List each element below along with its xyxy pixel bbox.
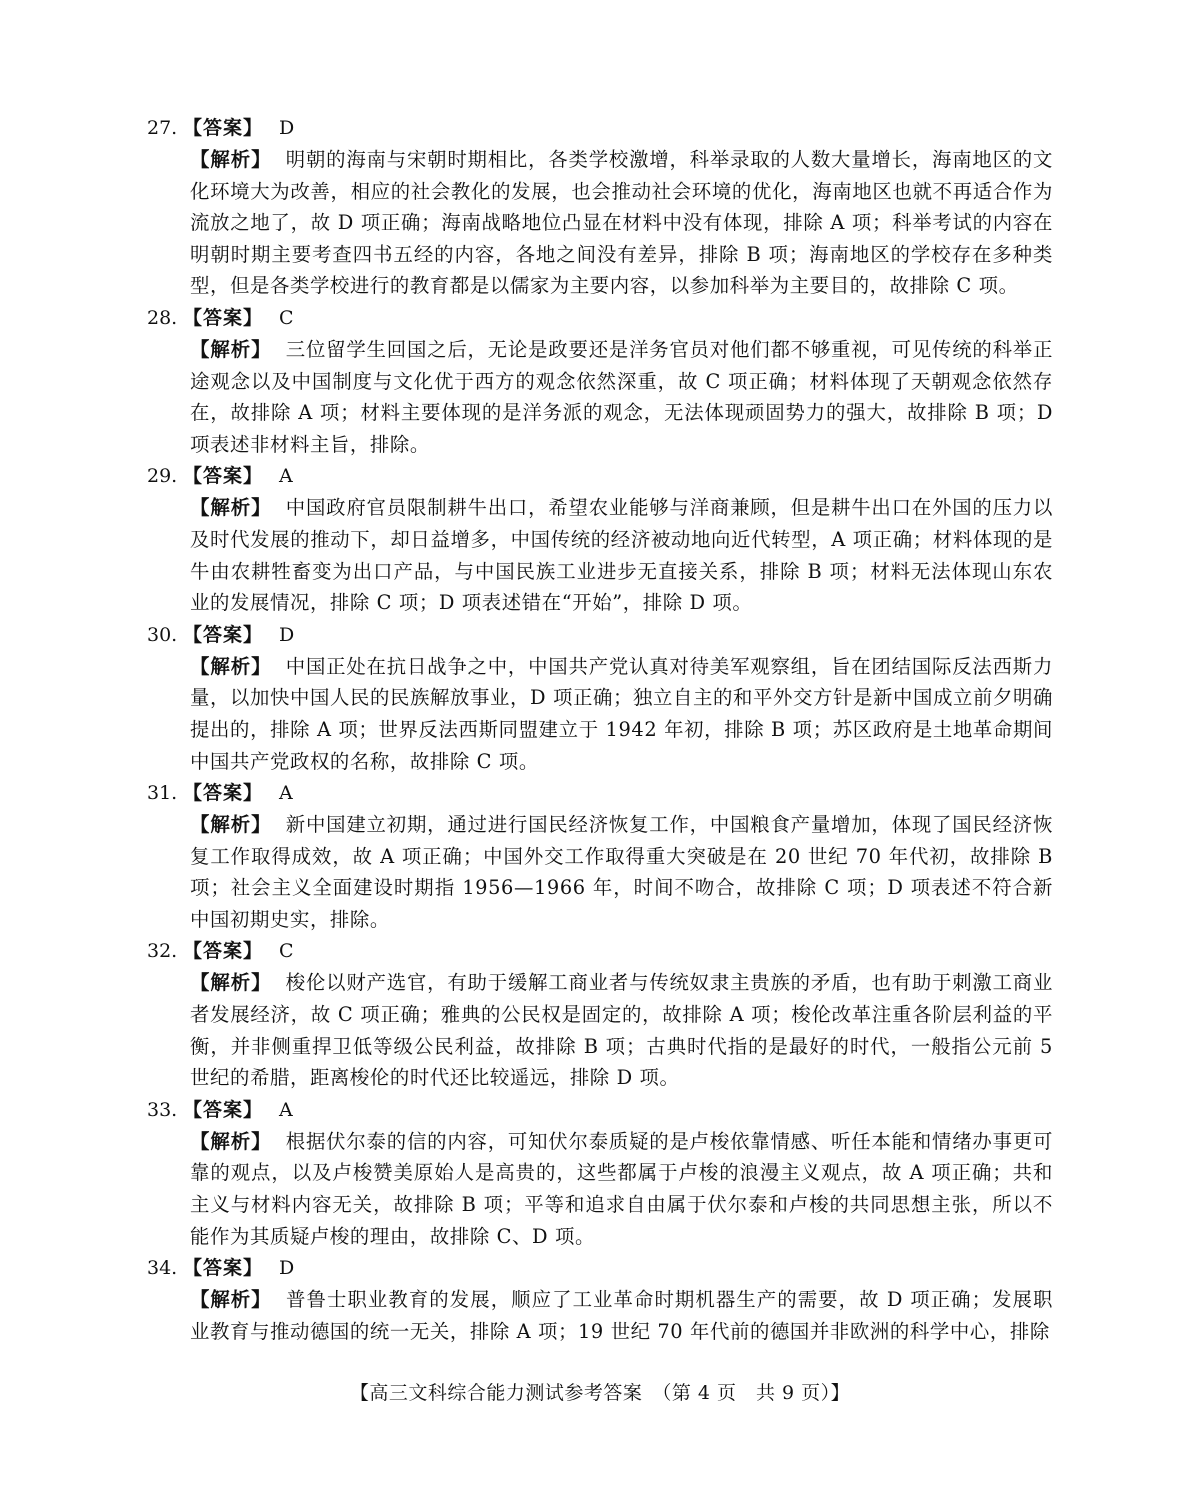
answer-line: [147, 935, 1053, 967]
answer-tag: 【答案】: [183, 306, 264, 329]
question-number: 31.: [147, 782, 178, 805]
analysis-tag: 【解析】: [190, 1288, 272, 1312]
question-28: [147, 302, 1053, 460]
answer-line: [147, 112, 1053, 144]
answer-line: [147, 1252, 1053, 1284]
analysis-paragraph: [190, 967, 1053, 1093]
answer-line: [147, 460, 1053, 492]
question-27: [147, 112, 1053, 302]
question-number: 30.: [147, 623, 178, 646]
answer-tag: 【答案】: [183, 940, 264, 963]
analysis-paragraph: [190, 651, 1053, 777]
analysis-paragraph: [190, 1284, 1053, 1347]
answer-value: A: [279, 465, 293, 488]
answer-value: C: [279, 940, 294, 963]
answer-line: [147, 302, 1053, 334]
analysis-text: 新中国建立初期，通过进行国民经济恢复工作，中国粮食产量增加，体现了国民经济恢复工作取得成效，故 A 项正确；中国外交工作取得重大突破是在 20 世纪 70 年代初，故排除 B 项；社会主义全面建设时期指 1956—1966 年，时间不吻合，故排除 C 项；D 项表述不符合新中国初期史实，排除。: [190, 813, 1053, 931]
analysis-text: 中国正处在抗日战争之中，中国共产党认真对待美军观察组，旨在团结国际反法西斯力量，以加快中国人民的民族解放事业，D 项正确；独立自主的和平外交方针是新中国成立前夕明确提出的，排除 A 项；世界反法西斯同盟建立于 1942 年初，排除 B 项；苏区政府是土地革命期间中国共产党政权的名称，故排除 C 项。: [190, 654, 1053, 773]
analysis-text: 中国政府官员限制耕牛出口，希望农业能够与洋商兼顾，但是耕牛出口在外国的压力以及时代发展的推动下，却日益增多，中国传统的经济被动地向近代转型，A 项正确；材料体现的是牛由农耕牲畜变为出口产品，与中国民族工业进步无直接关系，排除 B 项；材料无法体现山东农业的发展情况，排除 C 项；D 项表述错在“开始”，排除 D 项。: [190, 496, 1053, 615]
question-34: [147, 1252, 1053, 1347]
question-32: [147, 935, 1053, 1093]
answer-value: C: [279, 306, 294, 329]
analysis-text: 普鲁士职业教育的发展，顺应了工业革命时期机器生产的需要，故 D 项正确；发展职业教育与推动德国的统一无关，排除 A 项；19 世纪 70 年代前的德国并非欧洲的科学中心，排除: [190, 1288, 1053, 1343]
analysis-text: 明朝的海南与宋朝时期相比，各类学校激增，科举录取的人数大量增长，海南地区的文化环境大为改善，相应的社会教化的发展，也会推动社会环境的优化，海南地区也就不再适合作为流放之地了，故 D 项正确；海南战略地位凸显在材料中没有体现，排除 A 项；科举考试的内容在明朝时期主要考查四书五经的内容，各地之间没有差异，排除 B 项；海南地区的学校存在多种类型，但是各类学校进行的教育都是以儒家为主要内容，以参加科举为主要目的，故排除 C 项。: [190, 148, 1053, 298]
analysis-text: 三位留学生回国之后，无论是政要还是洋务官员对他们都不够重视，可见传统的科举正途观念以及中国制度与文化优于西方的观念依然深重，故 C 项正确；材料体现了天朝观念依然存在，故排除 A 项；材料主要体现的是洋务派的观念，无法体现顽固势力的强大，故排除 B 项；D 项表述非材料主旨，排除。: [190, 337, 1053, 456]
answer-line: [147, 619, 1053, 651]
answer-tag: 【答案】: [183, 1257, 264, 1280]
analysis-paragraph: [190, 334, 1053, 460]
question-29: [147, 460, 1053, 618]
answer-list: [147, 112, 1053, 1347]
answer-value: D: [279, 1257, 295, 1280]
answer-line: [147, 1094, 1053, 1126]
question-33: [147, 1094, 1053, 1252]
answer-value: A: [279, 782, 293, 805]
analysis-tag: 【解析】: [190, 971, 272, 995]
answer-tag: 【答案】: [183, 117, 264, 139]
analysis-tag: 【解析】: [190, 1129, 272, 1153]
answer-value: D: [279, 623, 295, 646]
analysis-tag: 【解析】: [190, 813, 272, 837]
answer-line: [147, 777, 1053, 809]
answer-tag: 【答案】: [183, 465, 264, 488]
analysis-text: 根据伏尔泰的信的内容，可知伏尔泰质疑的是卢梭依靠情感、听任本能和情绪办事更可靠的观点，以及卢梭赞美原始人是高贵的，这些都属于卢梭的浪漫主义观点，故 A 项正确；共和主义与材料内容无关，故排除 B 项；平等和追求自由属于伏尔泰和卢梭的共同思想主张，所以不能作为其质疑卢梭的理由，故排除 C、D 项。: [190, 1129, 1053, 1248]
answer-tag: 【答案】: [183, 1098, 264, 1121]
analysis-paragraph: [190, 809, 1053, 935]
analysis-paragraph: [190, 144, 1053, 302]
question-number: 28.: [147, 306, 178, 329]
analysis-tag: 【解析】: [190, 654, 272, 678]
question-number: 27.: [147, 117, 178, 139]
question-31: [147, 777, 1053, 935]
answer-value: A: [279, 1098, 293, 1121]
analysis-tag: 【解析】: [190, 148, 272, 171]
question-number: 34.: [147, 1257, 178, 1280]
analysis-tag: 【解析】: [190, 337, 272, 361]
answer-tag: 【答案】: [183, 782, 264, 805]
answer-tag: 【答案】: [183, 623, 264, 646]
page-footer: 【高三文科综合能力测试参考答案 （第 4 页 共 9 页）】: [349, 1382, 851, 1404]
analysis-paragraph: [190, 1126, 1053, 1252]
question-number: 33.: [147, 1098, 178, 1121]
answer-value: D: [279, 117, 295, 139]
question-30: [147, 619, 1053, 777]
analysis-text: 梭伦以财产选官，有助于缓解工商业者与传统奴隶主贵族的矛盾，也有助于刺激工商业者发展经济，故 C 项正确；雅典的公民权是固定的，故排除 A 项；梭伦改革注重各阶层利益的平衡，并非侧重捍卫低等级公民利益，故排除 B 项；古典时代指的是最好的时代，一般指公元前 5 世纪的希腊，距离梭伦的时代还比较遥远，排除 D 项。: [190, 971, 1053, 1090]
question-number: 29.: [147, 465, 178, 488]
analysis-tag: 【解析】: [190, 496, 272, 520]
analysis-paragraph: [190, 492, 1053, 618]
question-number: 32.: [147, 940, 178, 963]
